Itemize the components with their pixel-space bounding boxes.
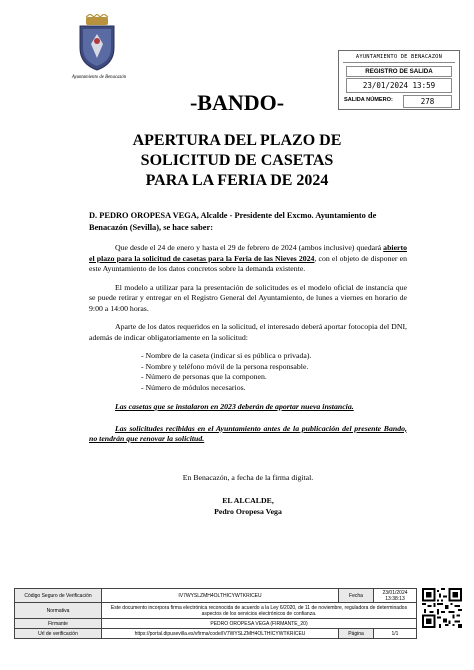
paragraph-1	[89, 243, 407, 275]
normativa-value: Este documento incorpora firma electrónica reconocida de acuerdo a la Ley 6/2020, de 11 de noviembre, reguladora de determinados aspectos de los servicios electrónicos de confianza.	[102, 603, 417, 619]
title-line: PARA LA FERIA DE 2024	[145, 172, 329, 189]
logo-caption: Ayuntamiento de Benacazón	[71, 75, 127, 80]
list-item: - Nombre y teléfono móvil de la persona responsable.	[141, 361, 309, 371]
csv-label: Código Seguro de Verificación	[15, 589, 102, 603]
table-row	[15, 619, 417, 629]
stamp-numero: 278	[403, 95, 452, 108]
note-1: Las casetas que se instalaron en 2023 deberán de aportar nueva instancia.	[115, 402, 354, 411]
table-row	[15, 589, 417, 603]
stamp-heading: AYUNTAMIENTO DE BENACAZON	[343, 54, 455, 63]
closing-line: En Benacazón, a fecha de la firma digital.	[182, 472, 314, 482]
table-row	[15, 629, 417, 639]
signer-title: EL ALCALDE,	[222, 496, 274, 505]
paragraph-1-c: , con el objeto de disponer en este Ayuntamiento de los datos concretos sobre la demanda existente.	[89, 253, 407, 273]
stamp-numero-label: SALIDA NÚMERO:	[344, 97, 393, 103]
list-item: - Número de módulos necesarios.	[141, 382, 246, 392]
url-value[interactable]: https://portal.dipusevilla.es/vfirma/code/IV7WYSLZMH4OLTHICYWTKRICEU	[102, 629, 339, 639]
qr-code-icon	[422, 588, 462, 628]
fecha-label: Fecha	[339, 589, 374, 603]
csv-value: IV7WYSLZMH4OLTHICYWTKRICEU	[102, 589, 339, 603]
intro-paragraph: D. PEDRO OROPESA VEGA, Alcalde - Presidente del Excmo. Ayuntamiento de Benacazón (Sevilla), se hace saber:	[89, 211, 377, 232]
stamp-datetime: 23/01/2024 13:59	[346, 78, 452, 93]
list-item: - Nombre de la caseta (indicar si es pública o privada).	[141, 351, 312, 360]
table-row	[15, 603, 417, 619]
requirements-list	[141, 351, 407, 393]
coat-of-arms-logo	[72, 14, 122, 72]
signature-block	[89, 496, 407, 517]
pagina-value: 1/1	[374, 629, 417, 639]
stamp-registro: REGISTRO DE SALIDA	[346, 66, 452, 77]
firmante-value: PEDRO OROPESA VEGA (FIRMANTE_20)	[102, 619, 417, 629]
fecha-value: 23/01/2024 13:38:13	[374, 589, 417, 603]
verification-table	[14, 588, 417, 639]
document-body	[89, 210, 407, 517]
list-item: - Número de personas que la componen.	[141, 372, 267, 381]
note-2: Las solicitudes recibidas en el Ayuntamiento antes de la publicación del presente Bando, no tendrán que renovar la solicitud.	[89, 423, 407, 443]
signer-name: Pedro Oropesa Vega	[214, 506, 282, 516]
paragraph-2: El modelo a utilizar para la presentación de solicitudes es el modelo oficial de instancia que se puede retirar y entregar en el Registro General del Ayuntamiento, de lunes a viernes en horario de 9:00 a 14:00 horas.	[89, 282, 407, 313]
paragraph-3: Aparte de los datos requeridos en la solicitud, el interesado deberá aportar fotocopia del DNI, además de indicar obligatoriamente en la solicitud:	[89, 322, 407, 342]
paragraph-1-a: Que desde el 24 de enero y hasta el 29 de febrero de 2024 (ambos inclusive) quedará	[115, 243, 384, 252]
title-line: SOLICITUD DE CASETAS	[140, 152, 334, 169]
bando-heading: -BANDO-	[189, 90, 285, 115]
paragraph-1-highlight: abierto el plazo para la solicitud de casetas para la Feria de las Nieves 2024	[89, 243, 407, 263]
normativa-label: Normativa	[15, 603, 102, 619]
firmante-label: Firmante	[15, 619, 102, 629]
pagina-label: Página	[339, 629, 374, 639]
title-line: APERTURA DEL PLAZO DE	[132, 132, 342, 149]
document-title	[0, 131, 474, 191]
url-label: Url de verificación	[15, 629, 102, 639]
